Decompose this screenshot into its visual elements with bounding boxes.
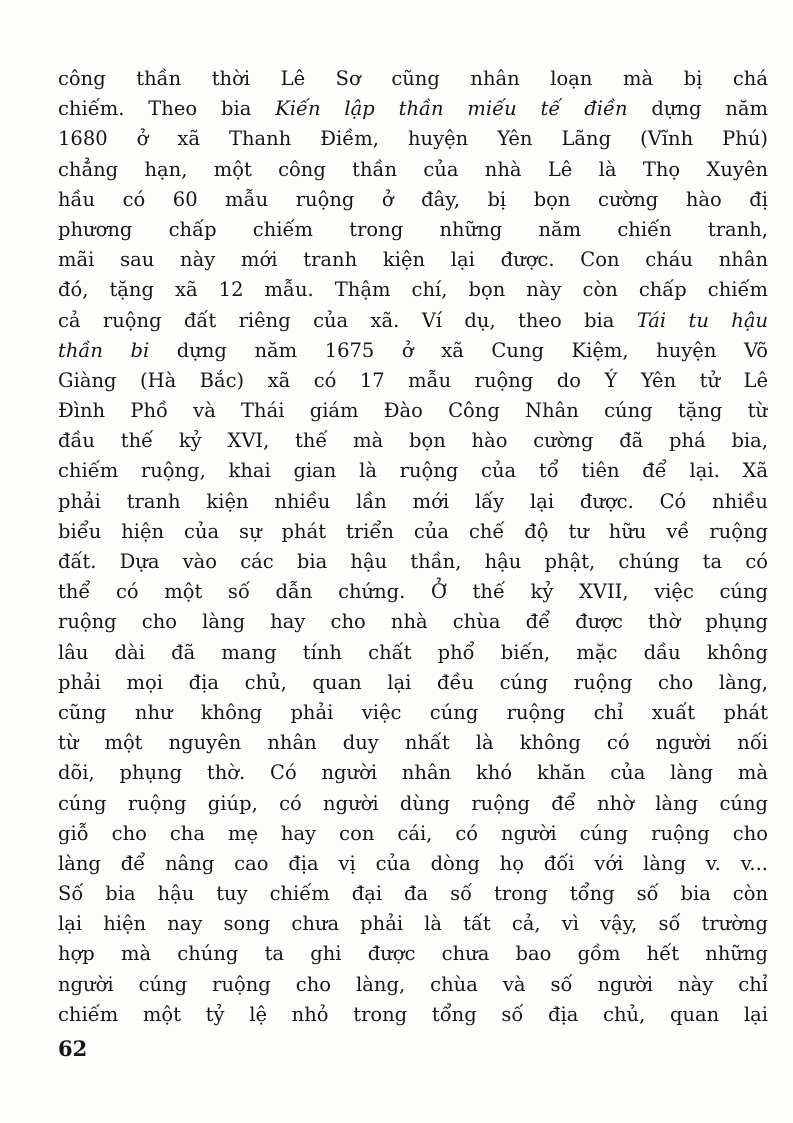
italic-title: thần bi bbox=[58, 338, 150, 362]
text-line: người cúng ruộng cho làng, chùa và số người này chỉ bbox=[58, 972, 768, 996]
text-line: công thần thời Lê Sơ cũng nhân loạn mà bị chá bbox=[58, 67, 768, 90]
text-line: đó, tặng xã 12 mẫu. Thậm chí, bọn này còn chấp chiếm bbox=[58, 278, 768, 302]
text-line: cúng ruộng giúp, có người dùng ruộng để nhờ làng cúng bbox=[58, 791, 768, 815]
text-line: chiếm. Theo bia Kiến lập thần miếu tế điền dựng năm bbox=[58, 97, 768, 121]
text-line: hầu có 60 mẫu ruộng ở đây, bị bọn cường hào đị bbox=[58, 187, 768, 211]
text-line: giỗ cho cha mẹ hay con cái, có người cúng ruộng cho bbox=[58, 821, 768, 845]
text-line: Giàng (Hà Bắc) xã có 17 mẫu ruộng do Ý Yên tử Lê bbox=[58, 368, 768, 392]
text-line: mãi sau này mới tranh kiện lại được. Con cháu nhân bbox=[58, 248, 768, 272]
body-text bbox=[58, 64, 768, 1030]
text-line: thể có một số dẫn chứng. Ở thế kỷ XVII, việc cúng bbox=[58, 580, 768, 604]
text-line: chẳng hạn, một công thần của nhà Lê là Thọ Xuyên bbox=[58, 157, 768, 181]
text-line: thần bi dựng năm 1675 ở xã Cung Kiệm, huyện Võ bbox=[58, 338, 768, 362]
text-line: Đình Phồ và Thái giám Đào Công Nhân cúng tặng từ bbox=[58, 399, 768, 423]
text-line: dõi, phụng thờ. Có người nhân khó khăn của làng mà bbox=[58, 761, 768, 785]
text-line: phải tranh kiện nhiều lần mới lấy lại được. Có nhiều bbox=[58, 489, 768, 513]
italic-title: Kiến lập thần miếu tế điền bbox=[275, 97, 628, 121]
italic-title: Tái tu hậu bbox=[636, 308, 768, 332]
text-line: Số bia hậu tuy chiếm đại đa số trong tổng số bia còn bbox=[58, 882, 768, 906]
text-line: 1680 ở xã Thanh Điềm, huyện Yên Lãng (Vĩnh Phú) bbox=[58, 127, 768, 151]
page-number: 62 bbox=[58, 1036, 88, 1061]
text-line: từ một nguyên nhân duy nhất là không có người nối bbox=[58, 731, 768, 755]
text-line: phương chấp chiếm trong những năm chiến tranh, bbox=[58, 217, 768, 241]
text-line: phải mọi địa chủ, quan lại đều cúng ruộng cho làng, bbox=[58, 670, 768, 694]
text-line: cả ruộng đất riêng của xã. Ví dụ, theo bia Tái tu hậu bbox=[58, 308, 768, 332]
text-line: biểu hiện của sự phát triển của chế độ tư hữu về ruộng bbox=[58, 519, 768, 543]
text-line: chiếm ruộng, khai gian là ruộng của tổ tiên để lại. Xã bbox=[58, 459, 768, 483]
text-line: làng để nâng cao địa vị của dòng họ đối với làng v. v... bbox=[58, 851, 768, 875]
text-line: chiếm một tỷ lệ nhỏ trong tổng số địa chủ, quan lại bbox=[58, 1002, 768, 1026]
text-line: đầu thế kỷ XVI, thế mà bọn hào cường đã phá bia, bbox=[58, 429, 768, 453]
text-line: hợp mà chúng ta ghi được chưa bao gồm hết những bbox=[58, 942, 768, 966]
text-line: cũng như không phải việc cúng ruộng chỉ xuất phát bbox=[58, 700, 768, 724]
text-line: ruộng cho làng hay cho nhà chùa để được thờ phụng bbox=[58, 610, 768, 634]
text-line: đất. Dựa vào các bia hậu thần, hậu phật, chúng ta có bbox=[58, 550, 768, 573]
text-line: lâu dài đã mang tính chất phổ biến, mặc dầu không bbox=[58, 640, 768, 664]
text-line: lại hiện nay song chưa phải là tất cả, vì vậy, số trường bbox=[58, 912, 768, 936]
